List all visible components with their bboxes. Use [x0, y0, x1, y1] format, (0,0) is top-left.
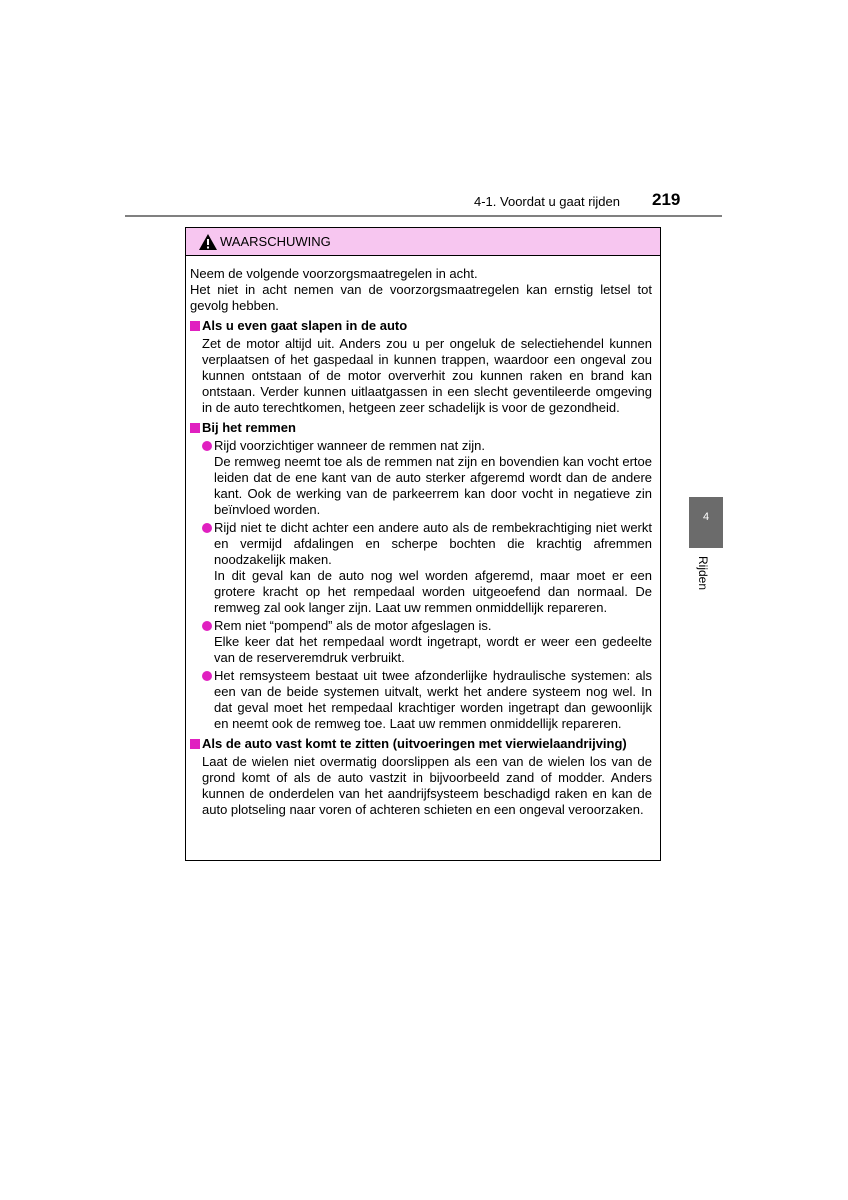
list-item: Rem niet “pompend” als de motor afgeslagen is. Elke keer dat het rempedaal wordt ingetrapt, wordt er weer een gedeelte van de reserveremdruk verbruikt. [190, 618, 652, 666]
section-heading: Als u even gaat slapen in de auto [190, 318, 652, 334]
list-item: Het remsysteem bestaat uit twee afzonderlijke hydraulische systemen: als een van de beide systemen uitvalt, werkt het andere systeem nog wel. In dat geval moet het rempedaal krachtiger worden ingetrapt dan gewoonlijk en neemt ook de remweg toe. Laat uw remmen onmiddellijk repareren. [190, 668, 652, 732]
list-item: Rijd voorzichtiger wanneer de remmen nat zijn. De remweg neemt toe als de remmen nat zijn en bovendien kan vocht ertoe leiden dat de ene kant van de auto sterker afgeremd wordt dan de andere kant. Ook de werking van de parkeerrem kan door vocht in negatieve zin beïnvloed worden. [190, 438, 652, 518]
round-bullet-icon [202, 441, 212, 451]
warning-box [185, 227, 661, 861]
square-bullet-icon [190, 423, 200, 433]
round-bullet-icon [202, 523, 212, 533]
square-bullet-icon [190, 739, 200, 749]
page-number: 219 [652, 190, 681, 209]
round-bullet-icon [202, 621, 212, 631]
section-text: Laat de wielen niet overmatig doorslippen als een van de wielen los van de grond komt of als de auto vastzit in bijvoorbeeld zand of modder. Anders kunnen de onderdelen van het aandrijfsysteem beschadigd raken en kan de auto plotseling naar voren of achteren schieten en een ongeval veroorzaken. [202, 754, 652, 817]
warning-body [186, 256, 660, 818]
round-bullet-icon [202, 671, 212, 681]
section-title: 4-1. Voordat u gaat rijden [474, 194, 620, 209]
section-heading: Als de auto vast komt te zitten (uitvoeringen met vierwielaandrijving) [190, 736, 652, 752]
warning-title: WAARSCHUWING [220, 234, 331, 249]
warning-intro: Neem de volgende voorzorgsmaatregelen in acht. Het niet in acht nemen van de voorzorgsmaatregelen kan ernstig letsel tot gevolg hebben. [190, 266, 652, 313]
section-heading: Bij het remmen [190, 420, 652, 436]
header-divider [125, 215, 722, 217]
warning-header [186, 228, 660, 256]
chapter-label: Rijden [696, 556, 710, 591]
chapter-tab [689, 497, 723, 548]
warning-triangle-icon [198, 233, 218, 251]
square-bullet-icon [190, 321, 200, 331]
section-text: Zet de motor altijd uit. Anders zou u per ongeluk de selectiehendel kunnen verplaatsen of het gaspedaal in kunnen trappen, waardoor een ongeval zou kunnen ontstaan of de motor oververhit zou kunnen raken en brand kan ontstaan. Verder kunnen uitlaatgassen in een slecht geventileerde omgeving in de auto terechtkomen, hetgeen zeer schadelijk is voor de gezondheid. [202, 336, 652, 415]
list-item: Rijd niet te dicht achter een andere auto als de rembekrachtiging niet werkt en vermijd afdalingen en scherpe bochten die krachtig afremmen noodzakelijk maken. In dit geval kan de auto nog wel worden afgeremd, maar moet er een grotere kracht op het rempedaal worden uitgeoefend dan normaal. De remweg zal ook langer zijn. Laat uw remmen onmiddellijk repareren. [190, 520, 652, 616]
chapter-number: 4 [702, 511, 710, 523]
